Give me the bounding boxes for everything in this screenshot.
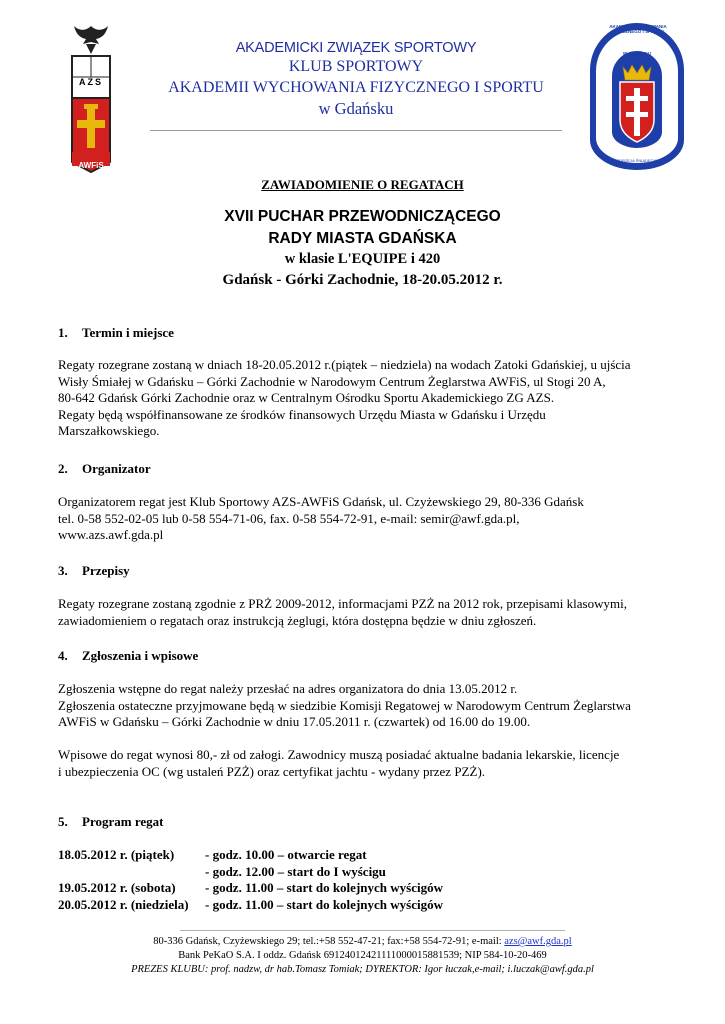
section-title: Termin i miejsce xyxy=(82,325,174,340)
paragraph-line: Regaty rozegrane zostaną w dniach 18-20.05.2012 r.(piątek – niedziela) na wodach Zatoki Gdańskiej, u ujścia xyxy=(58,357,631,372)
program-date: 19.05.2012 r. (sobota) xyxy=(58,880,176,895)
program-row xyxy=(58,897,443,914)
azs-letters: AZS xyxy=(79,77,103,87)
program-row xyxy=(58,880,443,897)
section-number: 2. xyxy=(58,461,68,476)
section-heading xyxy=(58,648,198,664)
paragraph-line: Zgłoszenia wstępne do regat należy przesłać na adres organizatora do dnia 13.05.2012 r. xyxy=(58,681,518,696)
azs-awfis-logo xyxy=(68,22,114,174)
footer-bank: Bank PeKaO S.A. I oddz. Gdańsk 69124012421111000015881539; NIP 584-10-20-469 xyxy=(178,950,547,961)
section-number: 4. xyxy=(58,648,68,663)
program-text: - godz. 11.00 – start do kolejnych wyścigów xyxy=(205,896,443,912)
paragraph-line: i ubezpieczenia OC (wg ustaleń PZŻ) oraz certyfikat jachtu - wydany przez PZŻ). xyxy=(58,763,486,779)
footer-address: 80-336 Gdańsk, Czyżewskiego 29; tel.:+58 552-47-21; fax:+58 554-72-91; e-mail: xyxy=(153,936,505,947)
paragraph-line: Marszałkowskiego. xyxy=(58,423,160,438)
section-heading xyxy=(58,461,151,477)
awfis-label: AWFiS xyxy=(78,161,104,170)
azs-emblem-icon xyxy=(68,22,114,174)
paragraph-line: tel. 0-58 552-02-05 lub 0-58 554-71-06, fax. 0-58 554-72-91, e-mail: semir@awf.gda.pl, xyxy=(58,510,520,526)
section-heading xyxy=(58,563,130,579)
section-paragraph xyxy=(58,357,698,440)
footer-email-link[interactable]: azs@awf.gda.pl xyxy=(504,936,572,947)
section-title: Zgłoszenia i wpisowe xyxy=(82,648,199,663)
event-class: w klasie L'EQUIPE i 420 xyxy=(284,251,441,267)
event-title-line1: XVII PUCHAR PRZEWODNICZĄCEGO xyxy=(224,208,501,225)
header-line-academy: AKADEMII WYCHOWANIA FIZYCZNEGO I SPORTU xyxy=(168,79,544,96)
footer-contact xyxy=(0,935,725,949)
program-text: - godz. 10.00 – otwarcie regat xyxy=(205,847,367,862)
section-title: Program regat xyxy=(82,814,164,829)
section-number: 1. xyxy=(58,325,68,340)
section-heading xyxy=(58,325,174,341)
header-line-city: w Gdańsku xyxy=(318,99,394,118)
paragraph-line: Regaty będą współfinansowane ze środków finansowych Urzędu Miasta w Gdańsku i Urzędu xyxy=(58,406,546,422)
program-schedule xyxy=(58,847,443,913)
program-row xyxy=(58,864,443,881)
section-paragraph xyxy=(58,494,698,544)
section-title: Organizator xyxy=(82,461,151,476)
logo-ring-city: W GDAŃSKU xyxy=(622,51,652,56)
section-paragraph xyxy=(58,681,698,731)
paragraph-line: Wisły Śmiałej w Gdańsku – Górki Zachodnie w Narodowym Centrum Żeglarstwa AWFiS, ul Stogi 20 A, xyxy=(58,373,606,389)
section-paragraph xyxy=(58,747,698,780)
paragraph-line: 80-642 Gdańsk Górki Zachodnie oraz w Centralnym Ośrodku Sportu Akademickiego ZG AZS. xyxy=(58,390,555,405)
section-number: 3. xyxy=(58,563,68,578)
footer-divider xyxy=(180,930,565,931)
section-heading xyxy=(58,814,163,830)
event-title-line2: RADY MIASTA GDAŃSKA xyxy=(268,230,457,247)
paragraph-line: zawiadomieniem o regatach oraz instrukcją żeglugi, która dostępna będzie w dniu zgłoszeń. xyxy=(58,612,537,628)
program-row xyxy=(58,847,443,864)
logo-ring-inner: IM. JĘDRZEJA ŚNIADECKIEGO xyxy=(607,158,667,163)
logo-ring-text: AKADEMIA WYCHOWANIA FIZYCZNEGO I SPORTU xyxy=(609,24,667,34)
program-text: - godz. 11.00 – start do kolejnych wyścigów xyxy=(205,880,443,895)
header-divider xyxy=(150,130,562,131)
header-line-club: KLUB SPORTOWY xyxy=(288,58,424,75)
paragraph-line: www.azs.awf.gda.pl xyxy=(58,527,164,542)
paragraph-line: Organizatorem regat jest Klub Sportowy AZS-AWFiS Gdańsk, ul. Czyżewskiego 29, 80-336 Gdańsk xyxy=(58,494,584,509)
paragraph-line: AWFiS w Gdańsku – Górki Zachodnie w dniu 17.05.2011 r. (czwartek) od 16.00 do 19.00. xyxy=(58,714,531,729)
program-date: 18.05.2012 r. (piątek) xyxy=(58,847,175,862)
program-date: 20.05.2012 r. (niedziela) xyxy=(58,896,189,912)
section-paragraph xyxy=(58,596,698,629)
section-title: Przepisy xyxy=(82,563,130,578)
header-line-azs: AKADEMICKI ZWIĄZEK SPORTOWY xyxy=(235,40,477,56)
paragraph-line: Zgłoszenia ostateczne przyjmowane będą w siedzibie Komisji Regatowej w Narodowym Centrum Żeglarstwa xyxy=(58,697,631,713)
section-number: 5. xyxy=(58,814,68,829)
paragraph-line: Regaty rozegrane zostaną zgodnie z PRŻ 2009-2012, informacjami PZŻ na 2012 rok, przepisami klasowymi, xyxy=(58,596,627,611)
footer-officers: PREZES KLUBU: prof. nadzw, dr hab.Tomasz Tomiak; DYREKTOR: Igor łuczak,e-mail; i.luczak@awf.gda.pl xyxy=(131,964,594,975)
notice-title: ZAWIADOMIENIE O REGATACH xyxy=(261,177,464,192)
awfis-round-logo xyxy=(584,20,690,170)
event-place-date: Gdańsk - Górki Zachodnie, 18-20.05.2012 r. xyxy=(222,272,503,288)
paragraph-line: Wpisowe do regat wynosi 80,- zł od załogi. Zawodnicy muszą posiadać aktualne badania lekarskie, licencje xyxy=(58,747,620,762)
program-text: - godz. 12.00 – start do I wyścigu xyxy=(205,863,386,879)
gdansk-crest-icon xyxy=(584,20,690,170)
